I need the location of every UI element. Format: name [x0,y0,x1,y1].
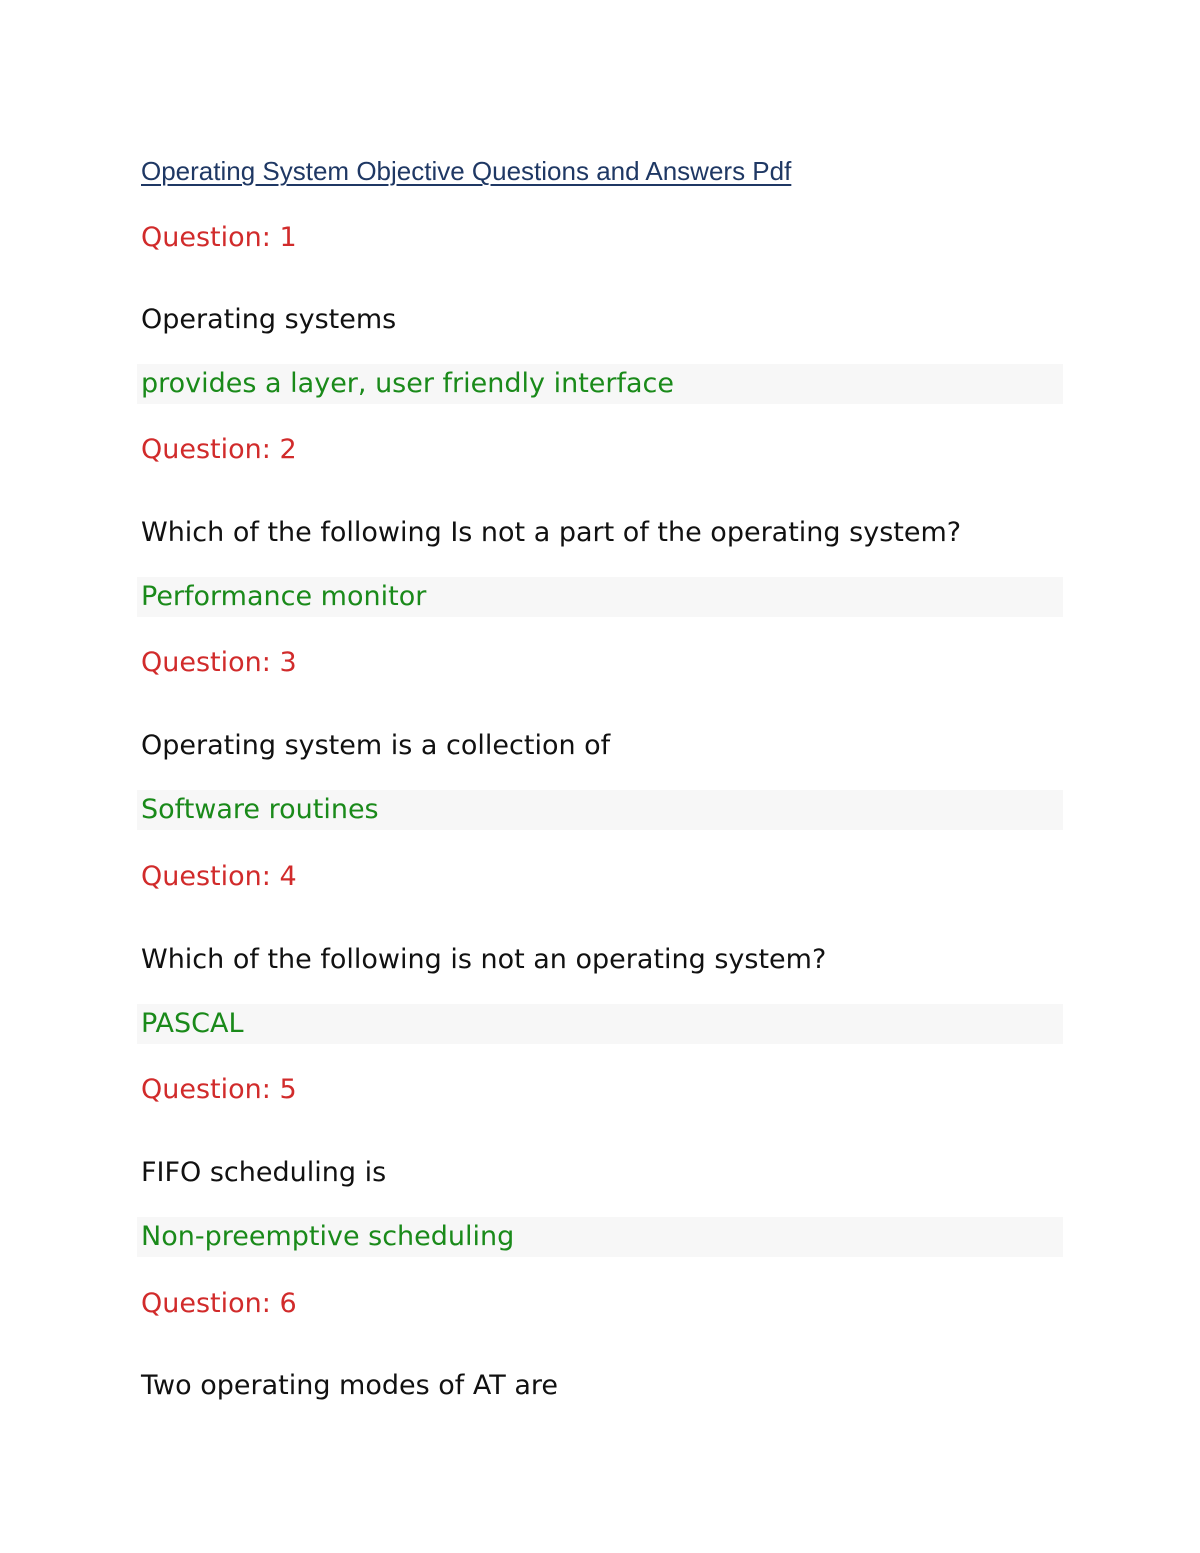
question-text: FIFO scheduling is [141,1157,387,1188]
answer-text: Software routines [137,790,1063,830]
question-text: Operating system is a collection of [141,730,611,761]
question-text: Two operating modes of AT are [141,1370,558,1401]
answer-text: PASCAL [137,1004,1063,1044]
answer-text: Non-preemptive scheduling [137,1217,1063,1257]
question-label: Question: 2 [141,434,297,465]
document-title: Operating System Objective Questions and Answers Pdf [141,156,792,186]
question-label: Question: 4 [141,861,297,892]
question-label: Question: 5 [141,1074,297,1105]
question-text: Which of the following is not an operating system? [141,944,827,975]
question-text: Operating systems [141,304,397,335]
question-label: Question: 3 [141,647,297,678]
answer-text: Performance monitor [137,577,1063,617]
question-text: Which of the following Is not a part of the operating system? [141,517,962,548]
question-label: Question: 6 [141,1288,297,1319]
answer-text: provides a layer, user friendly interface [137,364,1063,404]
question-label: Question: 1 [141,222,297,253]
